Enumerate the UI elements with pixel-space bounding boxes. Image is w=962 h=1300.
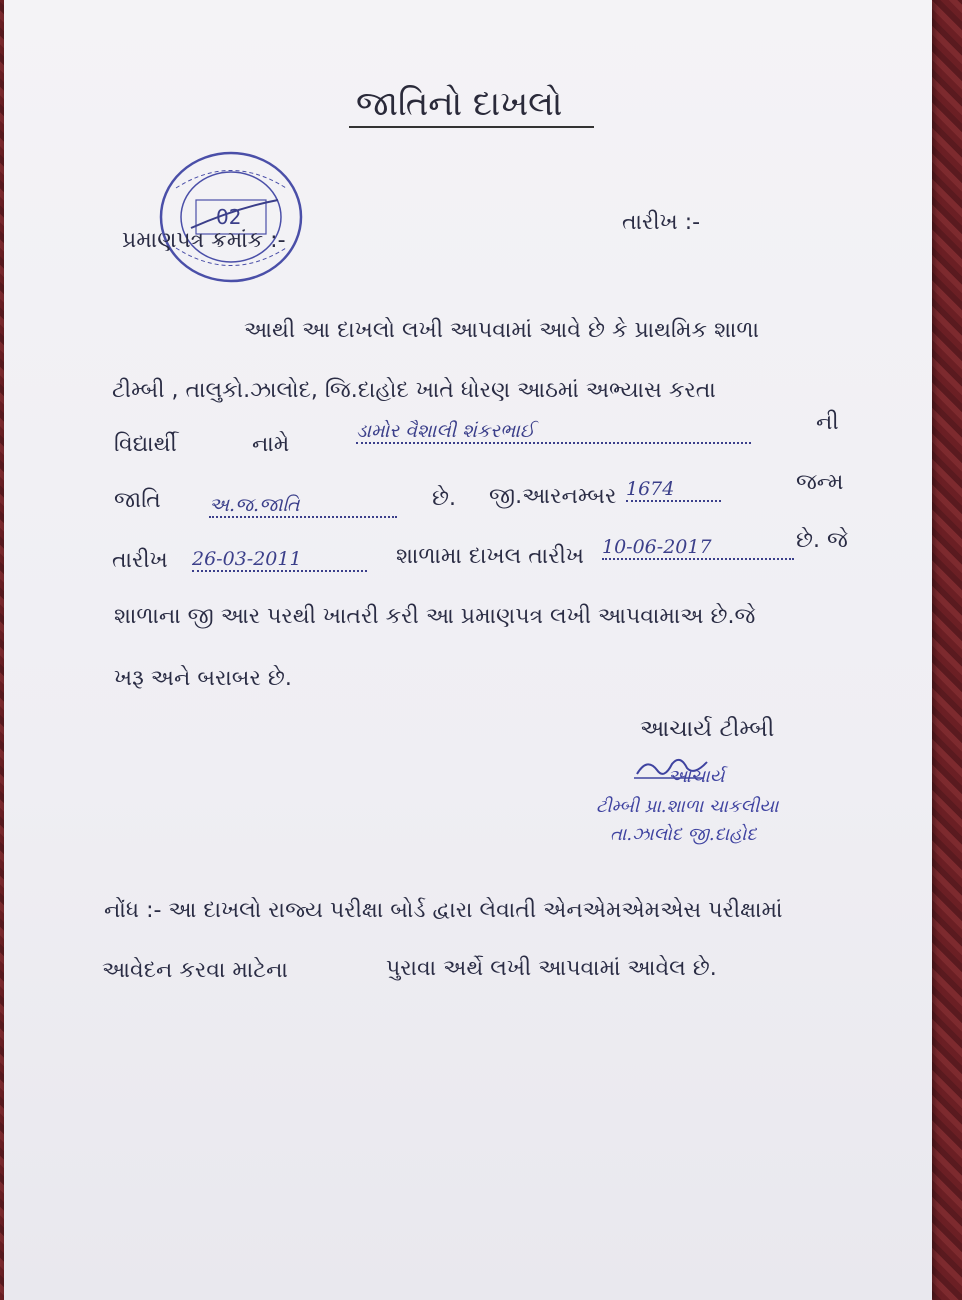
je-text: છે. જે	[796, 528, 848, 553]
school-stamp	[156, 148, 306, 286]
caste-label: જાતિ	[114, 488, 161, 513]
sig-role: આચાર્ય	[668, 766, 725, 787]
body-line-7: ખરૂ અને બરાબર છે.	[114, 666, 292, 691]
note-line-1: નોંધ :- આ દાખલો રાજ્ય પરીક્ષા બોર્ડ દ્વારા લેવાતી એનએમએમએસ પરીક્ષામાં	[104, 898, 783, 923]
signatory-title: આચાર્ય ટીમ્બી	[640, 716, 775, 742]
name-label: નામે	[252, 432, 290, 457]
admission-label: શાળામા દાખલ તારીખ	[396, 544, 584, 569]
ni-text: ની	[816, 410, 839, 435]
certificate-number-label: પ્રમાણપત્ર ક્રમાંક :-	[122, 228, 286, 253]
che-text: છે.	[432, 486, 456, 511]
note-line-2b: પુરાવા અર્થે લખી આપવામાં આવેલ છે.	[386, 956, 717, 981]
sig-school: ટીમ્બી પ્રા.શાળા ચાકલીયા	[596, 796, 779, 817]
body-line-6: શાળાના જી આર પરથી ખાતરી કરી આ પ્રમાણપત્ર લખી આપવામાઅ છે.જે	[114, 604, 756, 629]
note-line-2a: આવેદન કરવા માટેના	[102, 958, 288, 983]
page-title: જાતિનો દાખલો	[356, 84, 563, 124]
stamp-number: 02	[216, 205, 242, 229]
title-underline	[349, 126, 594, 128]
birth-label: જન્મ	[796, 470, 844, 495]
date-label: તારીખ :-	[622, 210, 701, 235]
student-label: વિદ્યાર્થી	[114, 432, 177, 457]
caste-field: અ.જ.જાતિ	[209, 494, 397, 518]
gr-label: જી.આરનમ્બર	[489, 484, 617, 509]
birth-date-field: 26-03-2011	[192, 548, 367, 572]
gr-number-field: 1674	[626, 478, 721, 502]
admission-date-field: 10-06-2017	[602, 536, 794, 560]
date-word: તારીખ	[112, 548, 168, 573]
student-name-field: ડામોર વૈશાલી શંકરભાઈ	[356, 420, 751, 444]
body-line-1: આથી આ દાખલો લખી આપવામાં આવે છે કે પ્રાથમિક શાળા	[244, 318, 759, 343]
body-line-2: ટીમ્બી , તાલુકો.ઝાલોદ, જિ.દાહોદ ખાતે ધોરણ આઠમાં અભ્યાસ કરતા	[112, 378, 716, 403]
sig-address: તા.ઝાલોદ જી.દાહોદ	[610, 824, 757, 845]
certificate-paper	[4, 0, 932, 1300]
